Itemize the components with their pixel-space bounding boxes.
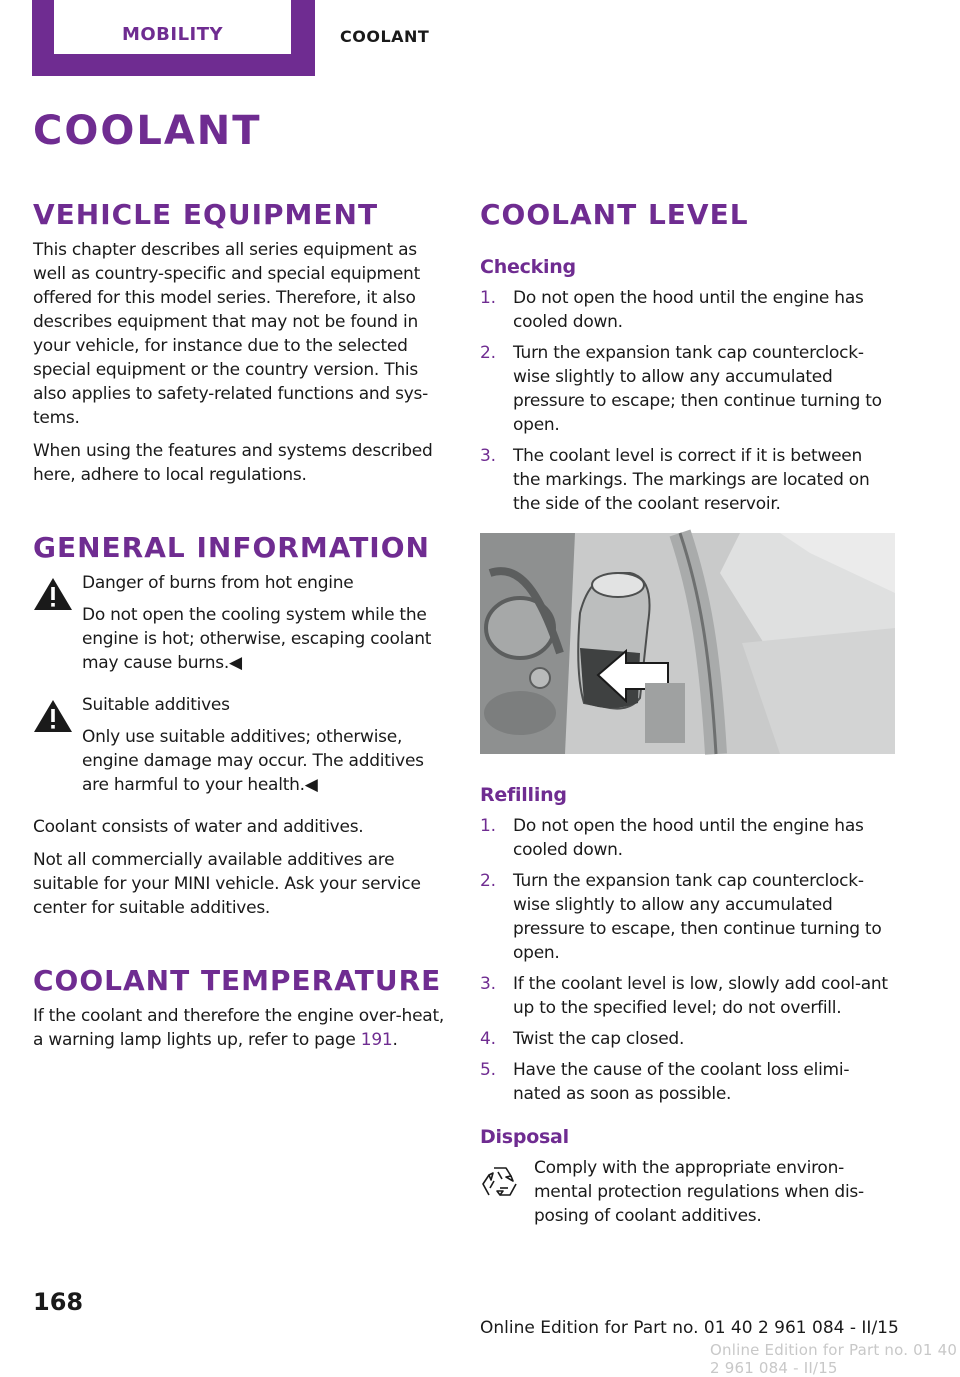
refilling-heading: Refilling (480, 784, 567, 806)
warning-burns (33, 571, 447, 675)
page-number: 168 (33, 1288, 84, 1316)
chapter-tab-label: MOBILITY (121, 24, 224, 45)
warning-additives-body: Only use suitable additives; otherwise, engine damage may occur. The additives are harmful to your health.◀ (82, 727, 424, 795)
vehicle-equipment-heading: VEHICLE EQUIPMENT (33, 198, 379, 231)
list-item: 5. Have the cause of the coolant loss elimi‐nated as soon as possible. (480, 1060, 850, 1104)
left-column (33, 198, 447, 1052)
disposal-heading: Disposal (480, 1126, 569, 1148)
warning-additives-title: Suitable additives (82, 695, 230, 715)
checking-heading: Checking (480, 256, 576, 278)
list-item: 2. Turn the expansion tank cap counterclock‐wise slightly to allow any accumulated pressure to escape; then continue turning to open. (480, 343, 882, 435)
recycle-icon (480, 1164, 520, 1202)
warning-burns-title: Danger of burns from hot engine (82, 573, 354, 593)
general-information-paragraph-1: Coolant consists of water and additives. (33, 817, 364, 837)
general-information-heading: GENERAL INFORMATION (33, 531, 430, 564)
coolant-temperature-paragraph: If the coolant and therefore the engine over‐heat, a warning lamp lights up, refer to page 191. (33, 1006, 445, 1050)
list-item: 2. Turn the expansion tank cap counterclock‐wise slightly to allow any accumulated pressure to escape, then continue turning to open. (480, 871, 882, 963)
footer-edition: Online Edition for Part no. 01 40 2 961 084 - II/15 (480, 1318, 899, 1338)
vehicle-equipment-paragraph-1: This chapter describes all series equipment as well as country-specific and special equipment offered for this model series. Therefore, it also describes equipment that may not be found in your vehicle, for instance due to the selected special equipment or the country version. This also applies to safety-related functions and sys‐tems. (33, 240, 429, 428)
list-item: 3. If the coolant level is low, slowly add cool‐ant up to the specified level; do not overfill. (480, 974, 888, 1018)
section-tab-label[interactable]: COOLANT (340, 27, 430, 46)
page-title: COOLANT (33, 108, 262, 154)
chapter-tab-inner (54, 0, 291, 54)
warning-additives (33, 693, 447, 797)
general-information-paragraph-2: Not all commercially available additives are suitable for your MINI vehicle. Ask your service center for suitable additives. (33, 850, 421, 918)
disposal-text: Comply with the appropriate environ‐mental protection regulations when dis‐posing of coolant additives. (534, 1158, 864, 1226)
disposal-note (480, 1156, 894, 1228)
warning-burns-body: Do not open the cooling system while the engine is hot; otherwise, escaping coolant may cause burns.◀ (82, 605, 432, 673)
coolant-level-heading: COOLANT LEVEL (480, 198, 749, 231)
list-item: 1. Do not open the hood until the engine has cooled down. (480, 816, 864, 860)
page-link[interactable]: 191 (360, 1030, 393, 1050)
checking-steps (480, 286, 894, 516)
right-column (480, 198, 894, 1228)
list-item: 4. Twist the cap closed. (480, 1029, 685, 1049)
vehicle-equipment-paragraph-2: When using the features and systems described here, adhere to local regulations. (33, 441, 433, 485)
warning-triangle-icon (33, 577, 73, 611)
list-item: 1. Do not open the hood until the engine has cooled down. (480, 288, 864, 332)
coolant-temperature-heading: COOLANT TEMPERATURE (33, 964, 442, 997)
chapter-tab[interactable] (32, 0, 315, 76)
list-item: 3. The coolant level is correct if it is between the markings. The markings are located on the side of the coolant reservoir. (480, 446, 870, 514)
refilling-steps (480, 814, 894, 1106)
coolant-reservoir-photo (480, 533, 895, 754)
watermark: Online Edition for Part no. 01 40 2 961 084 - II/15 (710, 1341, 958, 1377)
warning-triangle-icon (33, 699, 73, 733)
